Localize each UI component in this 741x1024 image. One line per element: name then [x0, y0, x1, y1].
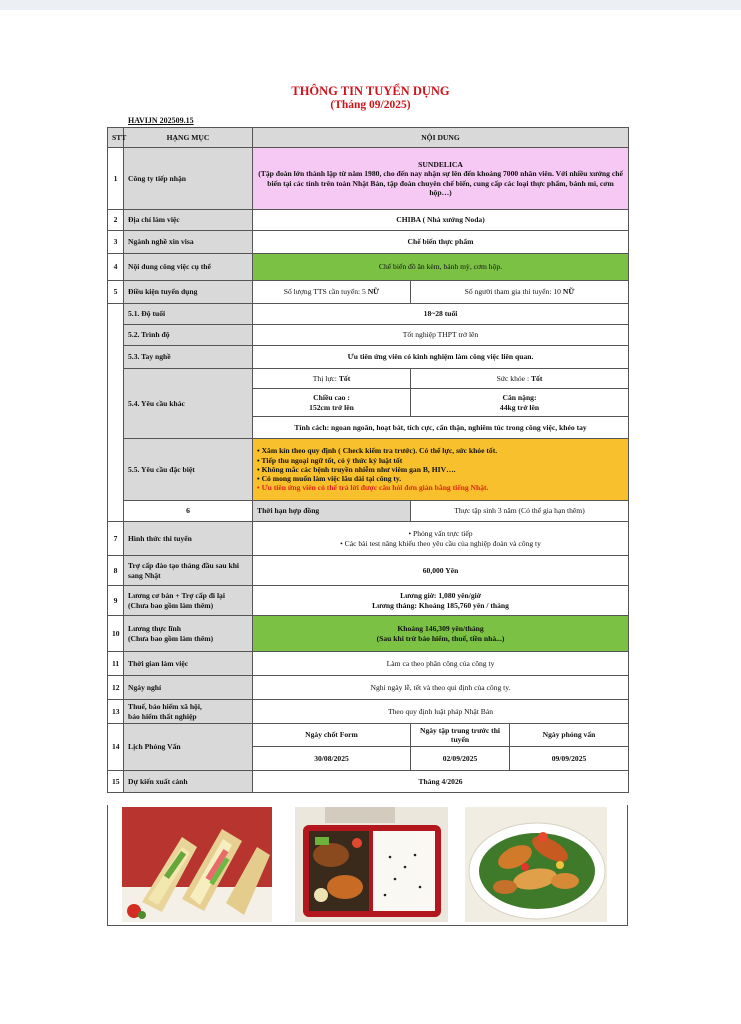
row-label: Điều kiện tuyển dụng — [124, 281, 253, 304]
row-label: Ngày nghỉ — [124, 676, 253, 700]
sandwich-photo — [122, 807, 272, 922]
education-level: Tốt nghiệp THPT trở lên — [253, 325, 629, 346]
table-row — [108, 652, 629, 676]
table-row — [108, 231, 629, 254]
interview-date: 09/09/2025 — [510, 747, 629, 771]
table-row — [108, 522, 629, 556]
row-number: 11 — [108, 652, 124, 676]
row-label: 5.3. Tay nghề — [124, 346, 253, 369]
health-value: Tốt — [530, 373, 543, 383]
row-label: 5.1. Độ tuổi — [124, 304, 253, 325]
insurance-policy: Theo quy định luật pháp Nhật Bản — [253, 700, 629, 724]
job-content: Chế biến đồ ăn kèm, bánh mỳ, cơm hộp. — [253, 254, 629, 281]
page-subtitle: (Tháng 09/2025) — [330, 99, 411, 111]
row-number: 14 — [108, 724, 124, 771]
form-deadline-date: 30/08/2025 — [253, 747, 411, 771]
table-row — [108, 724, 629, 747]
special-item-text: Có mong muốn làm việc lâu dài tại công ty. — [261, 474, 402, 484]
company-description: (Tập đoàn lớn thành lập từ năm 1980, cho đến nay nhận sự lên đến khoảng 7000 nhân viên. Với nhiều xưởng chế biến tại các tỉnh trên toàn Nhật Bản, tập đoàn chuyên chế biến, cung cấp các loại thực phẩm, bánh mì, cơm hộp…) — [258, 169, 623, 197]
row-label-line: (Chưa bao gồm làm thêm) — [128, 633, 214, 643]
table-row — [108, 281, 629, 304]
recruit-gender: NỮ — [367, 287, 380, 297]
row-label-line: Lương thực lĩnh — [128, 624, 181, 634]
row-label: Ngành nghề xin visa — [124, 231, 253, 254]
table-row — [108, 771, 629, 793]
participant-gender: NỮ — [562, 287, 575, 297]
special-item: • Tiếp thu ngoại ngữ tốt, có ý thức kỷ luật tốt — [257, 455, 403, 465]
table-header — [108, 128, 629, 148]
age-range: 18~28 tuổi — [253, 304, 629, 325]
row-label-line: bảo hiểm thất nghiệp — [128, 711, 197, 721]
personality-requirement: Tính cách: ngoan ngoãn, hoạt bát, tích cực, cẩn thận, nghiêm túc trong công việc, khéo tay — [253, 417, 629, 439]
row-number: 2 — [108, 210, 124, 231]
training-allowance: 60,000 Yên — [253, 556, 629, 586]
special-item: • Xăm kín theo quy định ( Check kiểm tra trước). Có thể lực, sức khỏe tốt. — [257, 446, 498, 456]
special-item: • Không mắc các bệnh truyền nhiễm như viêm gan B, HIV…. — [257, 464, 456, 474]
health-label: Sức khỏe : — [496, 373, 531, 383]
row-label: 5.4. Yêu cầu khác — [124, 369, 253, 439]
row-label: Trợ cấp đào tạo tháng đầu sau khi sang Nhật — [124, 556, 253, 586]
special-item-text: Tiếp thu ngoại ngữ tốt, có ý thức kỷ luật tốt — [261, 455, 403, 465]
days-off: Nghỉ ngày lễ, tết và theo qui định của công ty. — [253, 676, 629, 700]
table-row — [108, 676, 629, 700]
hourly-wage: Lương giờ: 1,080 yên/giờ — [400, 591, 481, 601]
work-address: CHIBA ( Nhà xưởng Noda) — [253, 210, 629, 231]
row-number: 12 — [108, 676, 124, 700]
row-number: 10 — [108, 616, 124, 652]
exam-format — [253, 522, 629, 556]
row-label: Nội dung công việc cụ thể — [124, 254, 253, 281]
row-number: 7 — [108, 522, 124, 556]
fried-food-platter-photo — [465, 807, 607, 922]
special-item: • Có mong muốn làm việc lâu dài tại công ty. — [257, 474, 402, 484]
row-number: 15 — [108, 771, 124, 793]
row-number: 4 — [108, 254, 124, 281]
special-item-text: Xăm kín theo quy định ( Check kiểm tra trước). Có thể lực, sức khỏe tốt. — [261, 446, 498, 456]
page-title: THÔNG TIN TUYỂN DỤNG — [291, 84, 450, 98]
recruit-count-label: Số lượng TTS cần tuyển: 5 — [283, 287, 368, 297]
table-row — [108, 304, 629, 325]
document-code: HAVIJN 202509.15 — [128, 116, 194, 125]
table-row — [108, 148, 629, 210]
table-row — [108, 556, 629, 586]
row-label: Hình thức thi tuyển — [124, 522, 253, 556]
height-label: Chiều cao : — [313, 393, 350, 403]
table-row — [108, 254, 629, 281]
row-label: Thời gian làm việc — [124, 652, 253, 676]
row-number: 5 — [108, 281, 124, 304]
food-photos-strip — [107, 805, 628, 926]
row-label — [124, 700, 253, 724]
recruitment-table — [107, 127, 629, 793]
working-hours: Làm ca theo phân công của công ty — [253, 652, 629, 676]
table-row — [108, 369, 629, 389]
row-label: 5.5. Yêu cầu đặc biệt — [124, 439, 253, 501]
row-label-line: Lương cơ bản + Trợ cấp đi lại — [128, 591, 225, 601]
participant-count — [411, 281, 629, 304]
row-label: Công ty tiếp nhận — [124, 148, 253, 210]
row-label: Thời hạn hợp đồng — [253, 501, 411, 522]
table-row — [108, 439, 629, 501]
header-content: NỘI DUNG — [253, 128, 629, 148]
visa-field: Chế biến thực phẩm — [253, 231, 629, 254]
row-number: 1 — [108, 148, 124, 210]
base-salary — [253, 586, 629, 616]
row-label: Dự kiến xuất cảnh — [124, 771, 253, 793]
row-label: 5.2. Trình độ — [124, 325, 253, 346]
special-item-highlight: • Ưu tiên ứng viên có thể trả lời được câu hỏi đơn giản bằng tiếng Nhật. — [257, 483, 489, 493]
row-number: 13 — [108, 700, 124, 724]
table-row — [108, 325, 629, 346]
weight-value: 44kg trở lên — [499, 402, 540, 412]
bento-box-photo — [295, 807, 448, 922]
table-row — [108, 616, 629, 652]
exam-format-line: • Phỏng vấn trực tiếp — [408, 529, 473, 539]
participant-count-label: Số người tham gia thi tuyển: 10 — [464, 287, 563, 297]
row-label — [124, 616, 253, 652]
row-label: Địa chỉ làm việc — [124, 210, 253, 231]
table-row — [108, 700, 629, 724]
interview-date-header: Ngày phỏng vấn — [510, 724, 629, 747]
company-cell — [253, 148, 629, 210]
row-label — [124, 586, 253, 616]
row-label-line: (Chưa bao gồm làm thêm) — [128, 600, 214, 610]
health-cell — [411, 369, 629, 389]
row-number: 8 — [108, 556, 124, 586]
monthly-wage: Lương tháng: Khoảng 185,760 yên / tháng — [372, 600, 509, 610]
form-deadline-header: Ngày chốt Form — [253, 724, 411, 747]
contract-term: Thực tập sinh 3 năm (Có thể gia hạn thêm) — [411, 501, 629, 522]
company-name: SUNDELICA — [418, 160, 463, 169]
vision-cell — [253, 369, 411, 389]
row-label-line: Thuế, bảo hiểm xã hội, — [128, 702, 202, 712]
row-number: 6 — [124, 501, 253, 522]
gathering-date: 02/09/2025 — [411, 747, 510, 771]
row-number: 3 — [108, 231, 124, 254]
weight-label: Cân nặng: — [502, 393, 537, 403]
table-row — [108, 501, 629, 522]
row-label: Lịch Phỏng Vấn — [124, 724, 253, 771]
special-item-text: Không mắc các bệnh truyền nhiễm như viêm gan B, HIV…. — [261, 464, 456, 474]
table-row — [108, 346, 629, 369]
net-salary — [253, 616, 629, 652]
departure-date: Tháng 4/2026 — [253, 771, 629, 793]
height-cell — [253, 389, 411, 417]
row-number-empty — [108, 304, 124, 522]
vision-value: Tốt — [338, 373, 351, 383]
row-number: 9 — [108, 586, 124, 616]
exam-format-line: • Các bài test năng khiếu theo yêu cầu của nghiệp đoàn và công ty — [340, 538, 541, 548]
weight-cell — [411, 389, 629, 417]
height-value: 152cm trở lên — [309, 402, 354, 412]
table-row — [108, 210, 629, 231]
header-category: HẠNG MỤC — [124, 128, 253, 148]
vision-label: Thị lực: — [312, 373, 339, 383]
special-item-text: Ưu tiên ứng viên có thể trả lời được câu hỏi đơn giản bằng tiếng Nhật. — [261, 483, 489, 493]
header-stt: STT — [108, 128, 124, 148]
recruit-count — [253, 281, 411, 304]
viewer-top-bar — [0, 0, 741, 10]
net-salary-amount: Khoảng 146,309 yên/tháng — [397, 624, 484, 634]
net-salary-note: (Sau khi trừ bảo hiểm, thuế, tiền nhà...) — [376, 633, 505, 643]
table-row — [108, 586, 629, 616]
gathering-date-header: Ngày tập trung trước thi tuyển — [411, 724, 510, 747]
special-requirements — [253, 439, 629, 501]
skill-requirement: Ưu tiên ứng viên có kinh nghiệm làm công việc liên quan. — [253, 346, 629, 369]
